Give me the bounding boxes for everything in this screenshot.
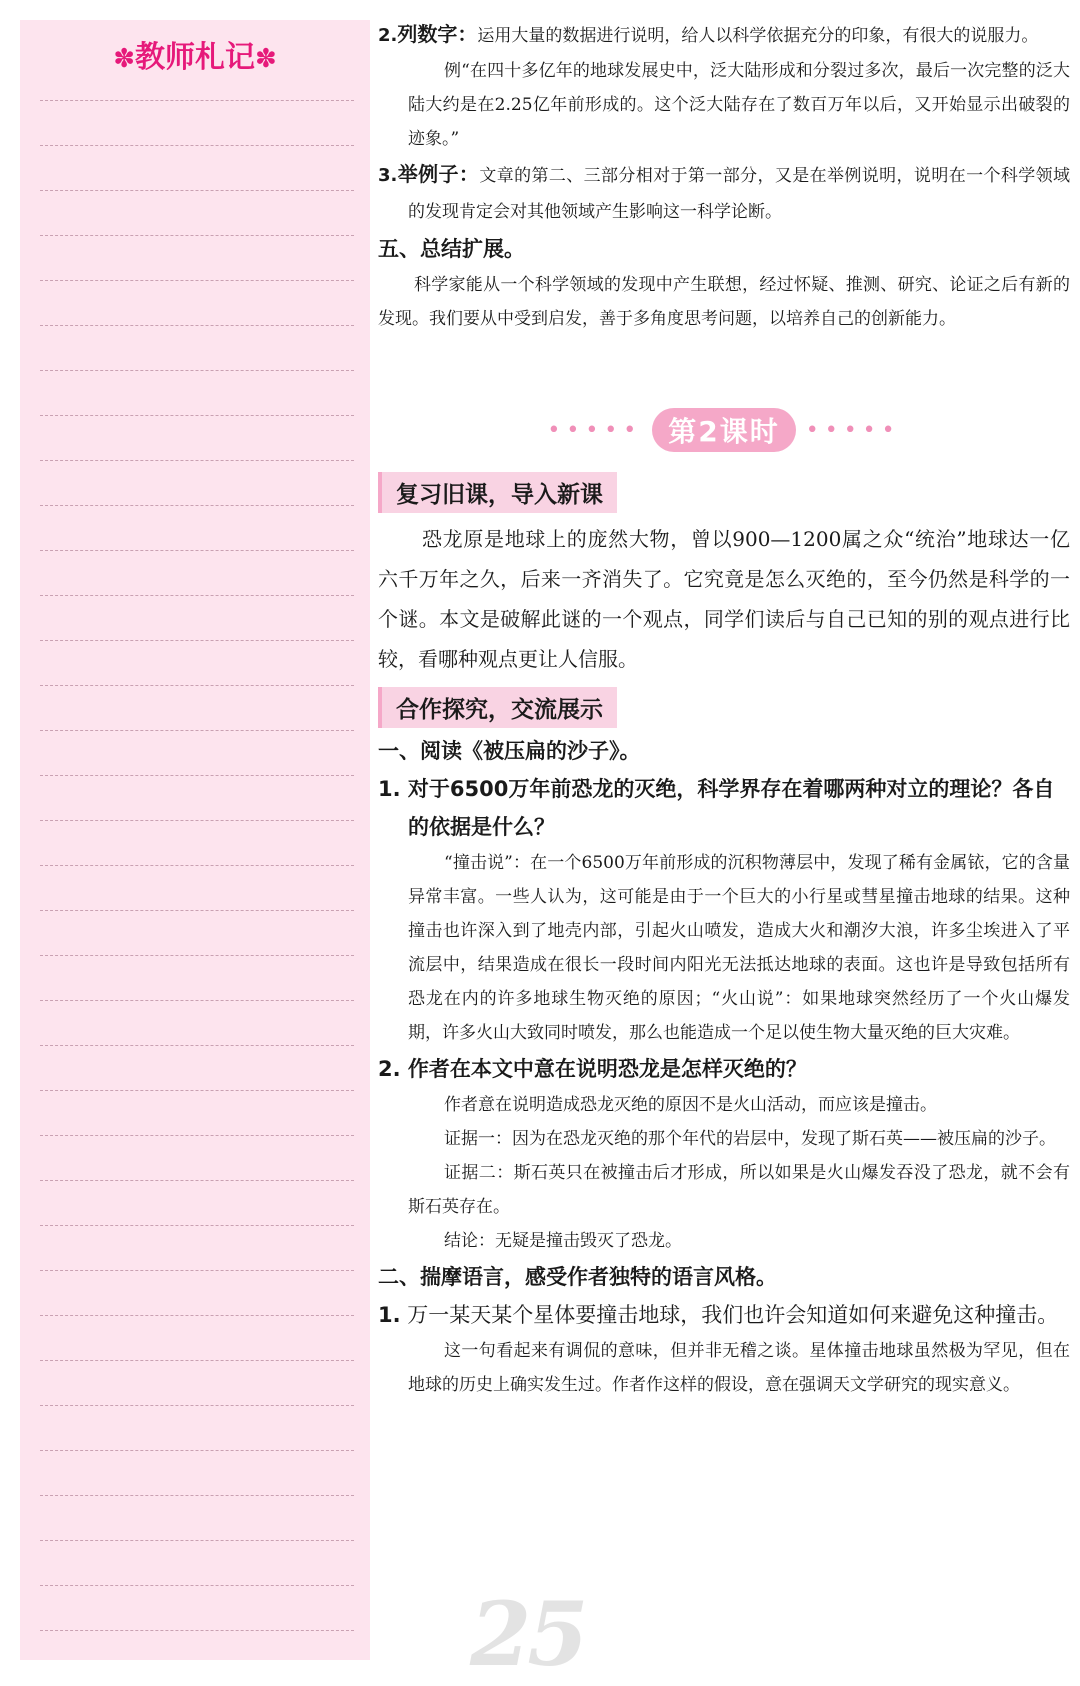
sidebar-title	[20, 34, 370, 82]
note-line	[40, 640, 354, 641]
teacher-notes-sidebar	[20, 20, 370, 1660]
note-line	[40, 1135, 354, 1136]
note-line	[40, 415, 354, 416]
note-line	[40, 775, 354, 776]
flower-icon: ✽	[113, 44, 135, 74]
answer-line: 结论：无疑是撞击毁灭了恐龙。	[444, 1231, 682, 1251]
question-number: 1.	[378, 777, 401, 801]
answer-line: 证据二：斯石英只在被撞击后才形成，所以如果是火山爆发吞没了恐龙，就不会有斯石英存在。	[408, 1163, 1070, 1217]
note-line	[40, 1405, 354, 1406]
section-heading-explore: 合作探究，交流展示	[378, 687, 617, 728]
note-line	[40, 1630, 354, 1631]
page-number: 25	[470, 1582, 585, 1686]
flower-icon: ✽	[255, 44, 277, 74]
lesson-banner	[378, 406, 1070, 454]
answer-line: 证据一：因为在恐龙灭绝的那个年代的岩层中，发现了斯石英——被压扁的沙子。	[444, 1129, 1056, 1149]
item-label: 举例子：	[397, 162, 480, 186]
note-line	[40, 955, 354, 956]
note-line	[40, 325, 354, 326]
note-line	[40, 1090, 354, 1091]
note-line	[40, 145, 354, 146]
answer-3: 这一句看起来有调侃的意味，但并非无稽之谈。星体撞击地球虽然极为罕见，但在地球的历史上确实发生过。作者作这样的假设，意在强调天文学研究的现实意义。	[408, 1341, 1070, 1395]
main-content	[378, 14, 1070, 1402]
note-line	[40, 280, 354, 281]
dots-decoration: •••••	[805, 417, 901, 443]
note-line	[40, 1000, 354, 1001]
note-line	[40, 1540, 354, 1541]
note-line	[40, 1315, 354, 1316]
section-heading-review: 复习旧课，导入新课	[378, 472, 617, 513]
note-line	[40, 100, 354, 101]
lesson-label: 第2课时	[652, 408, 795, 452]
note-line	[40, 685, 354, 686]
subsection-heading: 一、阅读《被压扁的沙子》。	[378, 739, 641, 763]
summary-text: 科学家能从一个科学领域的发现中产生联想，经过怀疑、推测、研究、论证之后有新的发现。我们要从中受到启发，善于多角度思考问题，以培养自己的创新能力。	[378, 275, 1070, 329]
answer-2	[378, 1088, 1070, 1258]
note-line	[40, 865, 354, 866]
answer-1: “撞击说”：在一个6500万年前形成的沉积物薄层中，发现了稀有金属铱，它的含量异常丰富。一些人认为，这可能是由于一个巨大的小行星或彗星撞击地球的结果。这种撞击也许深入到了地壳内部，引起火山喷发，造成大火和潮汐大浪，许多尘埃进入了平流层中，结果造成在很长一段时间内阳光无法抵达地球的表面。这也许是导致包括所有恐龙在内的许多地球生物灭绝的原因；“火山说”：如果地球突然经历了一个火山爆发期，许多火山大致同时喷发，那么也能造成一个足以使生物大量灭绝的巨大灾难。	[408, 853, 1070, 1043]
sidebar-title-text: 教师札记	[135, 40, 255, 75]
item-number: 3.	[378, 165, 398, 186]
question-number: 2.	[378, 1057, 401, 1081]
note-line	[40, 460, 354, 461]
answer-line: 作者意在说明造成恐龙灭绝的原因不是火山活动，而应该是撞击。	[444, 1095, 937, 1115]
note-line	[40, 235, 354, 236]
example-quote: 例“在四十多亿年的地球发展史中，泛大陆形成和分裂过多次，最后一次完整的泛大陆大约是在2.25亿年前形成的。这个泛大陆存在了数百万年以后，又开始显示出破裂的迹象。”	[408, 61, 1070, 149]
list-item-numbers	[378, 16, 1070, 54]
note-line	[40, 1045, 354, 1046]
note-line	[40, 1360, 354, 1361]
note-line	[40, 1585, 354, 1586]
item-number: 2.	[378, 25, 398, 46]
note-line	[40, 1495, 354, 1496]
question-number: 1.	[378, 1303, 401, 1327]
note-line	[40, 190, 354, 191]
question-text: 万一某天某个星体要撞击地球，我们也许会知道如何来避免这种撞击。	[407, 1303, 1059, 1327]
note-line	[40, 550, 354, 551]
review-text: 恐龙原是地球上的庞然大物，曾以900—1200属之众“统治”地球达一亿六千万年之久，后来一齐消失了。它究竟是怎么灭绝的，至今仍然是科学的一个谜。本文是破解此谜的一个观点，同学们读后与自己已知的别的观点进行比较，看哪种观点更让人信服。	[378, 527, 1070, 671]
note-line	[40, 1225, 354, 1226]
subsection-heading: 二、揣摩语言，感受作者独特的语言风格。	[378, 1265, 777, 1289]
question-1	[378, 770, 1070, 846]
question-3	[378, 1296, 1070, 1334]
question-2	[378, 1050, 1070, 1088]
item-text: 文章的第二、三部分相对于第一部分，又是在举例说明，说明在一个科学领域的发现肯定会对其他领域产生影响这一科学论断。	[408, 166, 1071, 222]
note-line	[40, 370, 354, 371]
note-line	[40, 910, 354, 911]
note-line	[40, 595, 354, 596]
note-line	[40, 820, 354, 821]
item-label: 列数字：	[397, 22, 478, 46]
note-line	[40, 1180, 354, 1181]
note-line	[40, 730, 354, 731]
question-text: 对于6500万年前恐龙的灭绝，科学界存在着哪两种对立的理论？各自的依据是什么？	[407, 777, 1055, 839]
item-text: 运用大量的数据进行说明，给人以科学依据充分的印象，有很大的说服力。	[477, 26, 1039, 46]
summary-heading: 五、总结扩展。	[378, 237, 525, 261]
note-line	[40, 1450, 354, 1451]
note-line	[40, 1270, 354, 1271]
list-item-examples	[378, 156, 1070, 230]
question-text: 作者在本文中意在说明恐龙是怎样灭绝的？	[407, 1057, 807, 1081]
note-line	[40, 505, 354, 506]
dots-decoration: •••••	[547, 417, 643, 443]
